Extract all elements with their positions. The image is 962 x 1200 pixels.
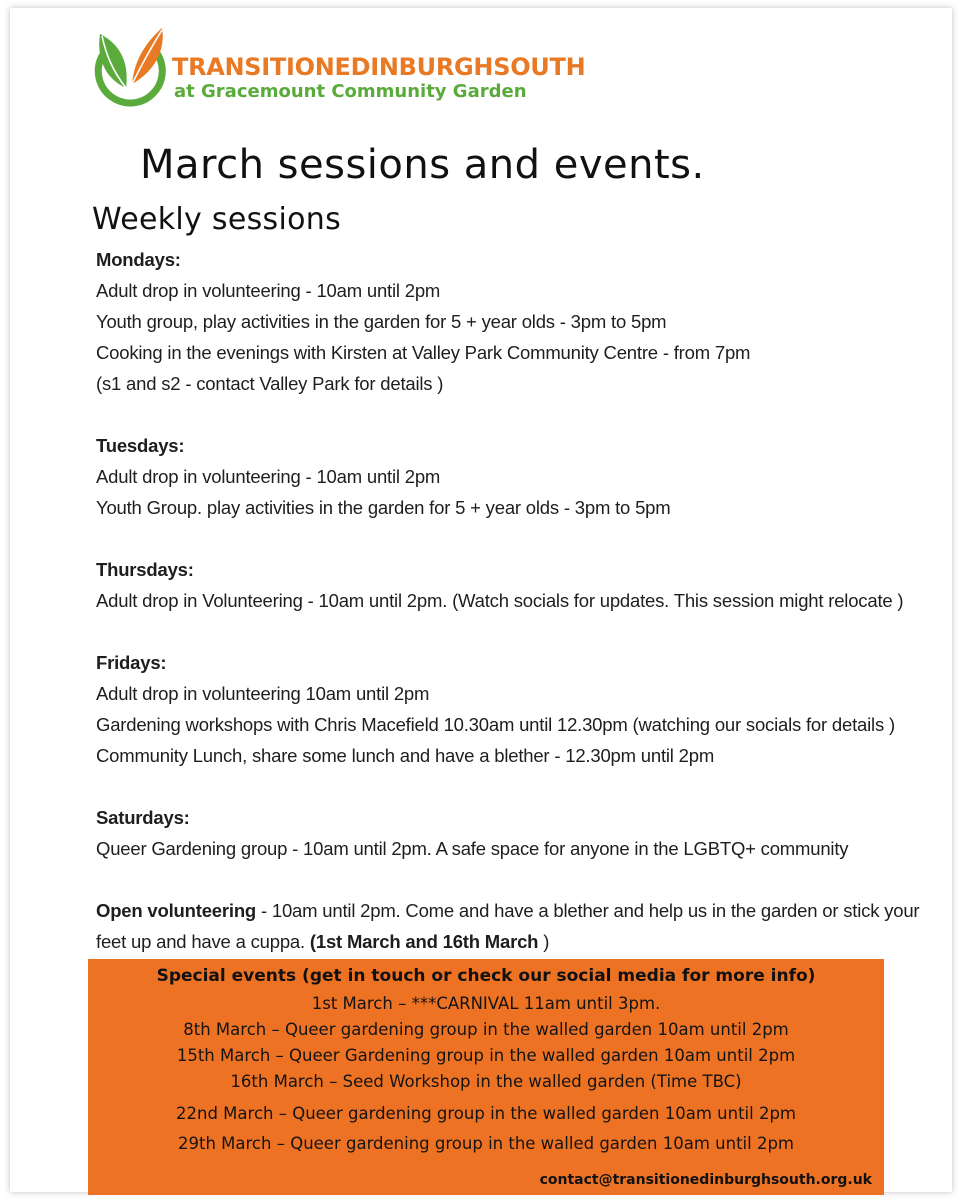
session-line: Youth Group. play activities in the garden for 5 + year olds - 3pm to 5pm bbox=[96, 497, 671, 518]
session-line: Queer Gardening group - 10am until 2pm. A safe space for anyone in the LGBTQ+ community bbox=[96, 838, 849, 859]
event-line: 1st March – ***CARNIVAL 11am until 3pm. bbox=[311, 994, 661, 1013]
open-volunteering-block bbox=[96, 895, 936, 957]
brand-name bbox=[172, 52, 585, 82]
day-block-tuesdays bbox=[96, 430, 936, 523]
event-line: 16th March – Seed Workshop in the walled garden (Time TBC) bbox=[230, 1072, 742, 1091]
day-name: Fridays: bbox=[96, 652, 167, 673]
day-block-saturdays bbox=[96, 802, 936, 864]
day-block-mondays bbox=[96, 244, 936, 399]
leaf-logo-icon bbox=[90, 22, 170, 108]
session-line: (s1 and s2 - contact Valley Park for details ) bbox=[96, 373, 444, 394]
event-line: 22nd March – Queer gardening group in the walled garden 10am until 2pm bbox=[176, 1104, 796, 1123]
session-line: Adult drop in Volunteering - 10am until 2pm. (Watch socials for updates. This session might relocate ) bbox=[96, 590, 904, 611]
event-line: 29th March – Queer gardening group in the walled garden 10am until 2pm bbox=[178, 1134, 794, 1153]
day-name: Mondays: bbox=[96, 249, 181, 270]
weekly-sessions-list bbox=[96, 244, 936, 957]
session-line: Community Lunch, share some lunch and have a blether - 12.30pm until 2pm bbox=[96, 745, 715, 766]
special-events-banner bbox=[88, 959, 884, 1195]
session-line: Adult drop in volunteering 10am until 2pm bbox=[96, 683, 430, 704]
weekly-sessions-heading: Weekly sessions bbox=[92, 202, 341, 237]
day-block-fridays bbox=[96, 647, 936, 771]
open-volunteering-label: Open volunteering bbox=[96, 900, 257, 921]
contact-email[interactable]: contact@transitionedinburghsouth.org.uk bbox=[539, 1172, 872, 1188]
open-volunteering-dates: (1st March and 16th March bbox=[309, 931, 539, 952]
brand-part-edinburgh: EDINBURGH bbox=[334, 53, 494, 81]
session-line: Gardening workshops with Chris Macefield 10.30am until 12.30pm (watching our socials for details ) bbox=[96, 714, 895, 735]
session-line: Adult drop in volunteering - 10am until 2pm bbox=[96, 280, 441, 301]
open-volunteering-text bbox=[96, 895, 936, 957]
event-line: 8th March – Queer gardening group in the walled garden 10am until 2pm bbox=[183, 1020, 789, 1039]
session-line: Adult drop in volunteering - 10am until 2pm bbox=[96, 466, 441, 487]
day-name: Saturdays: bbox=[96, 807, 190, 828]
session-line: Cooking in the evenings with Kirsten at Valley Park Community Centre - from 7pm bbox=[96, 342, 751, 363]
open-volunteering-details: - 10am until 2pm. Come and have a blether and help us in the garden or stick your feet up and have a cuppa. bbox=[96, 900, 920, 952]
day-name: Tuesdays: bbox=[96, 435, 185, 456]
day-block-thursdays bbox=[96, 554, 936, 616]
session-line: Youth group, play activities in the garden for 5 + year olds - 3pm to 5pm bbox=[96, 311, 667, 332]
event-line: 15th March – Queer Gardening group in the walled garden 10am until 2pm bbox=[176, 1046, 796, 1065]
special-events-heading: Special events (get in touch or check our social media for more info) bbox=[156, 966, 816, 986]
brand-part-transition: TRANSITION bbox=[172, 53, 335, 81]
brand-subtitle: at Gracemount Community Garden bbox=[174, 81, 527, 102]
page-title: March sessions and events. bbox=[140, 142, 705, 188]
brand-part-south: SOUTH bbox=[493, 53, 586, 81]
open-volunteering-close: ) bbox=[538, 931, 550, 952]
day-name: Thursdays: bbox=[96, 559, 194, 580]
